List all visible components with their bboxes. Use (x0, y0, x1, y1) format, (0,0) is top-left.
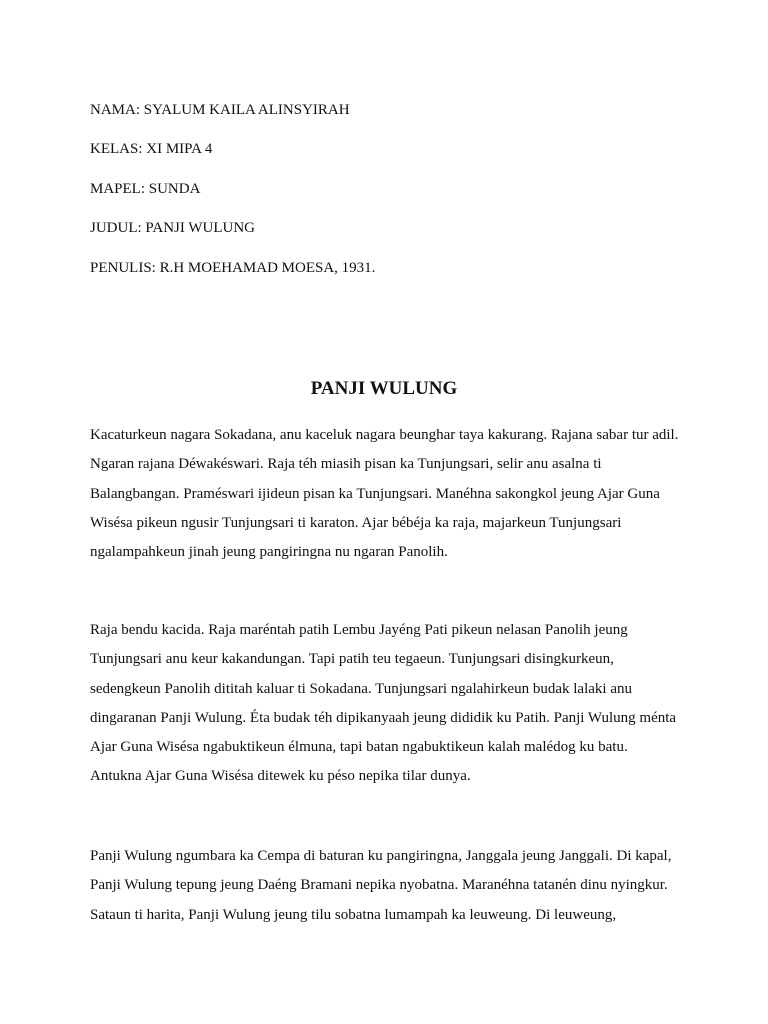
paragraph-line: Raja bendu kacida. Raja maréntah patih Lembu Jayéng Pati pikeun nelasan Panolih jeung (90, 622, 628, 638)
student-name-line: NAMA: SYALUM KAILA ALINSYIRAH (90, 102, 350, 118)
paragraph-2 (90, 621, 690, 797)
paragraph-line: Kacaturkeun nagara Sokadana, anu kaceluk nagara beunghar taya kakurang. Rajana sabar tur adil. (90, 427, 679, 443)
paragraph-1 (90, 426, 690, 572)
subject-line: MAPEL: SUNDA (90, 181, 201, 197)
paragraph-3 (90, 847, 690, 935)
paragraph-line: dingaranan Panji Wulung. Éta budak téh dipikanyaah jeung dididik ku Patih. Panji Wulung ménta (90, 709, 677, 726)
story-title-line: JUDUL: PANJI WULUNG (90, 220, 256, 236)
author-line: PENULIS: R.H MOEHAMAD MOESA, 1931. (90, 260, 376, 276)
document-title: PANJI WULUNG (310, 378, 458, 399)
paragraph-line: Antukna Ajar Guna Wisésa ditewek ku péso nepika tilar dunya. (90, 768, 471, 785)
paragraph-line: Wisésa pikeun ngusir Tunjungsari ti karaton. Ajar bébéja ka raja, majarkeun Tunjungsari (90, 514, 622, 531)
paragraph-line: ngalampahkeun jinah jeung pangiringna nu ngaran Panolih. (90, 544, 448, 561)
class-line: KELAS: XI MIPA 4 (90, 141, 213, 157)
paragraph-line: Ajar Guna Wisésa ngabuktikeun élmuna, tapi batan ngabuktikeun kalah malédog ku batu. (90, 739, 628, 756)
paragraph-line: Tunjungsari anu keur kakandungan. Tapi patih teu tegaeun. Tunjungsari disingkurkeun, (90, 651, 614, 668)
paragraph-line: Sataun ti harita, Panji Wulung jeung tilu sobatna lumampah ka leuweung. Di leuweung, (90, 906, 617, 923)
paragraph-line: sedengkeun Panolih dititah kaluar ti Sokadana. Tunjungsari ngalahirkeun budak lalaki anu (90, 680, 632, 697)
paragraph-line: Balangbangan. Praméswari ijideun pisan ka Tunjungsari. Manéhna sakongkol jeung Ajar Guna (90, 485, 660, 502)
paragraph-line: Panji Wulung tepung jeung Daéng Bramani nepika nyobatna. Maranéhna tatanén dinu nyingkur. (90, 877, 668, 894)
paragraph-line: Panji Wulung ngumbara ka Cempa di baturan ku pangiringna, Janggala jeung Janggali. Di kapal, (90, 848, 672, 864)
paragraph-line: Ngaran rajana Déwakéswari. Raja téh miasih pisan ka Tunjungsari, selir anu asalna ti (90, 456, 602, 473)
